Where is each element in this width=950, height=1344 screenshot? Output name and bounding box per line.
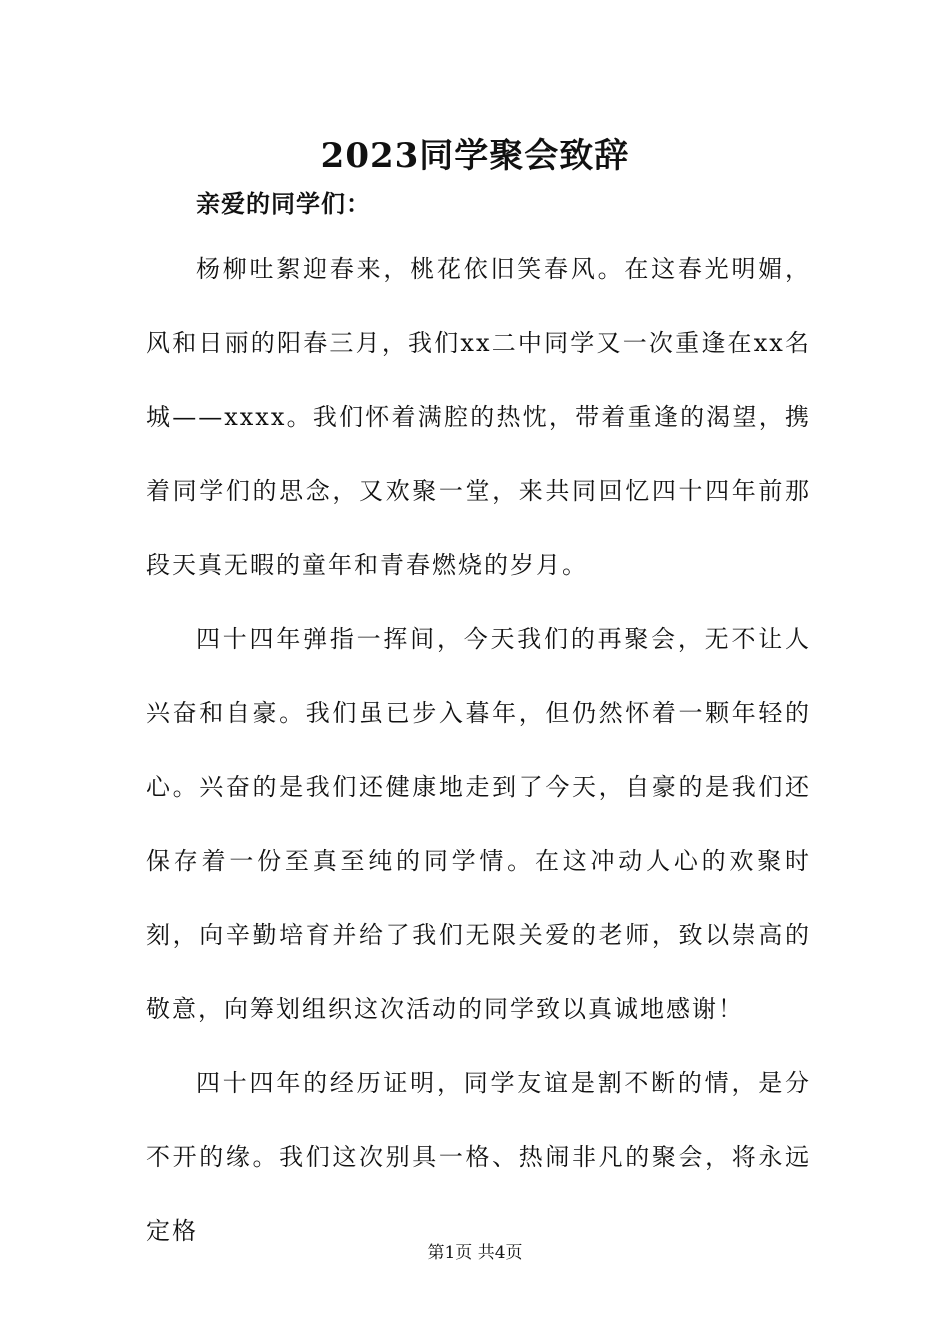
page-footer: 第1页 共4页 xyxy=(427,1243,523,1263)
document-title: 2023同学聚会致辞 xyxy=(320,136,630,176)
paragraph-1: 杨柳吐絮迎春来，桃花依旧笑春风。在这春光明媚，风和日丽的阳春三月，我们xx二中同学又一次重逢在xx名城——xxxx。我们怀着满腔的热忱，带着重逢的渴望，携着同学们的思念，又欢聚一堂，来共同回忆四十四年前那段天真无暇的童年和青春燃烧的岁月。 xyxy=(146,255,811,579)
paragraph-2: 四十四年弹指一挥间，今天我们的再聚会，无不让人兴奋和自豪。我们虽已步入暮年，但仍然怀着一颗年轻的心。兴奋的是我们还健康地走到了今天，自豪的是我们还保存着一份至真至纯的同学情。在这冲动人心的欢聚时刻，向辛勤培育并给了我们无限关爱的老师，致以崇高的敬意，向筹划组织这次活动的同学致以真诚地感谢！ xyxy=(146,625,811,1023)
paragraph-3: 四十四年的经历证明，同学友谊是割不断的情，是分不开的缘。我们这次别具一格、热闹非凡的聚会，将永远定格 xyxy=(146,1069,811,1245)
greeting: 亲爱的同学们： xyxy=(196,189,371,218)
